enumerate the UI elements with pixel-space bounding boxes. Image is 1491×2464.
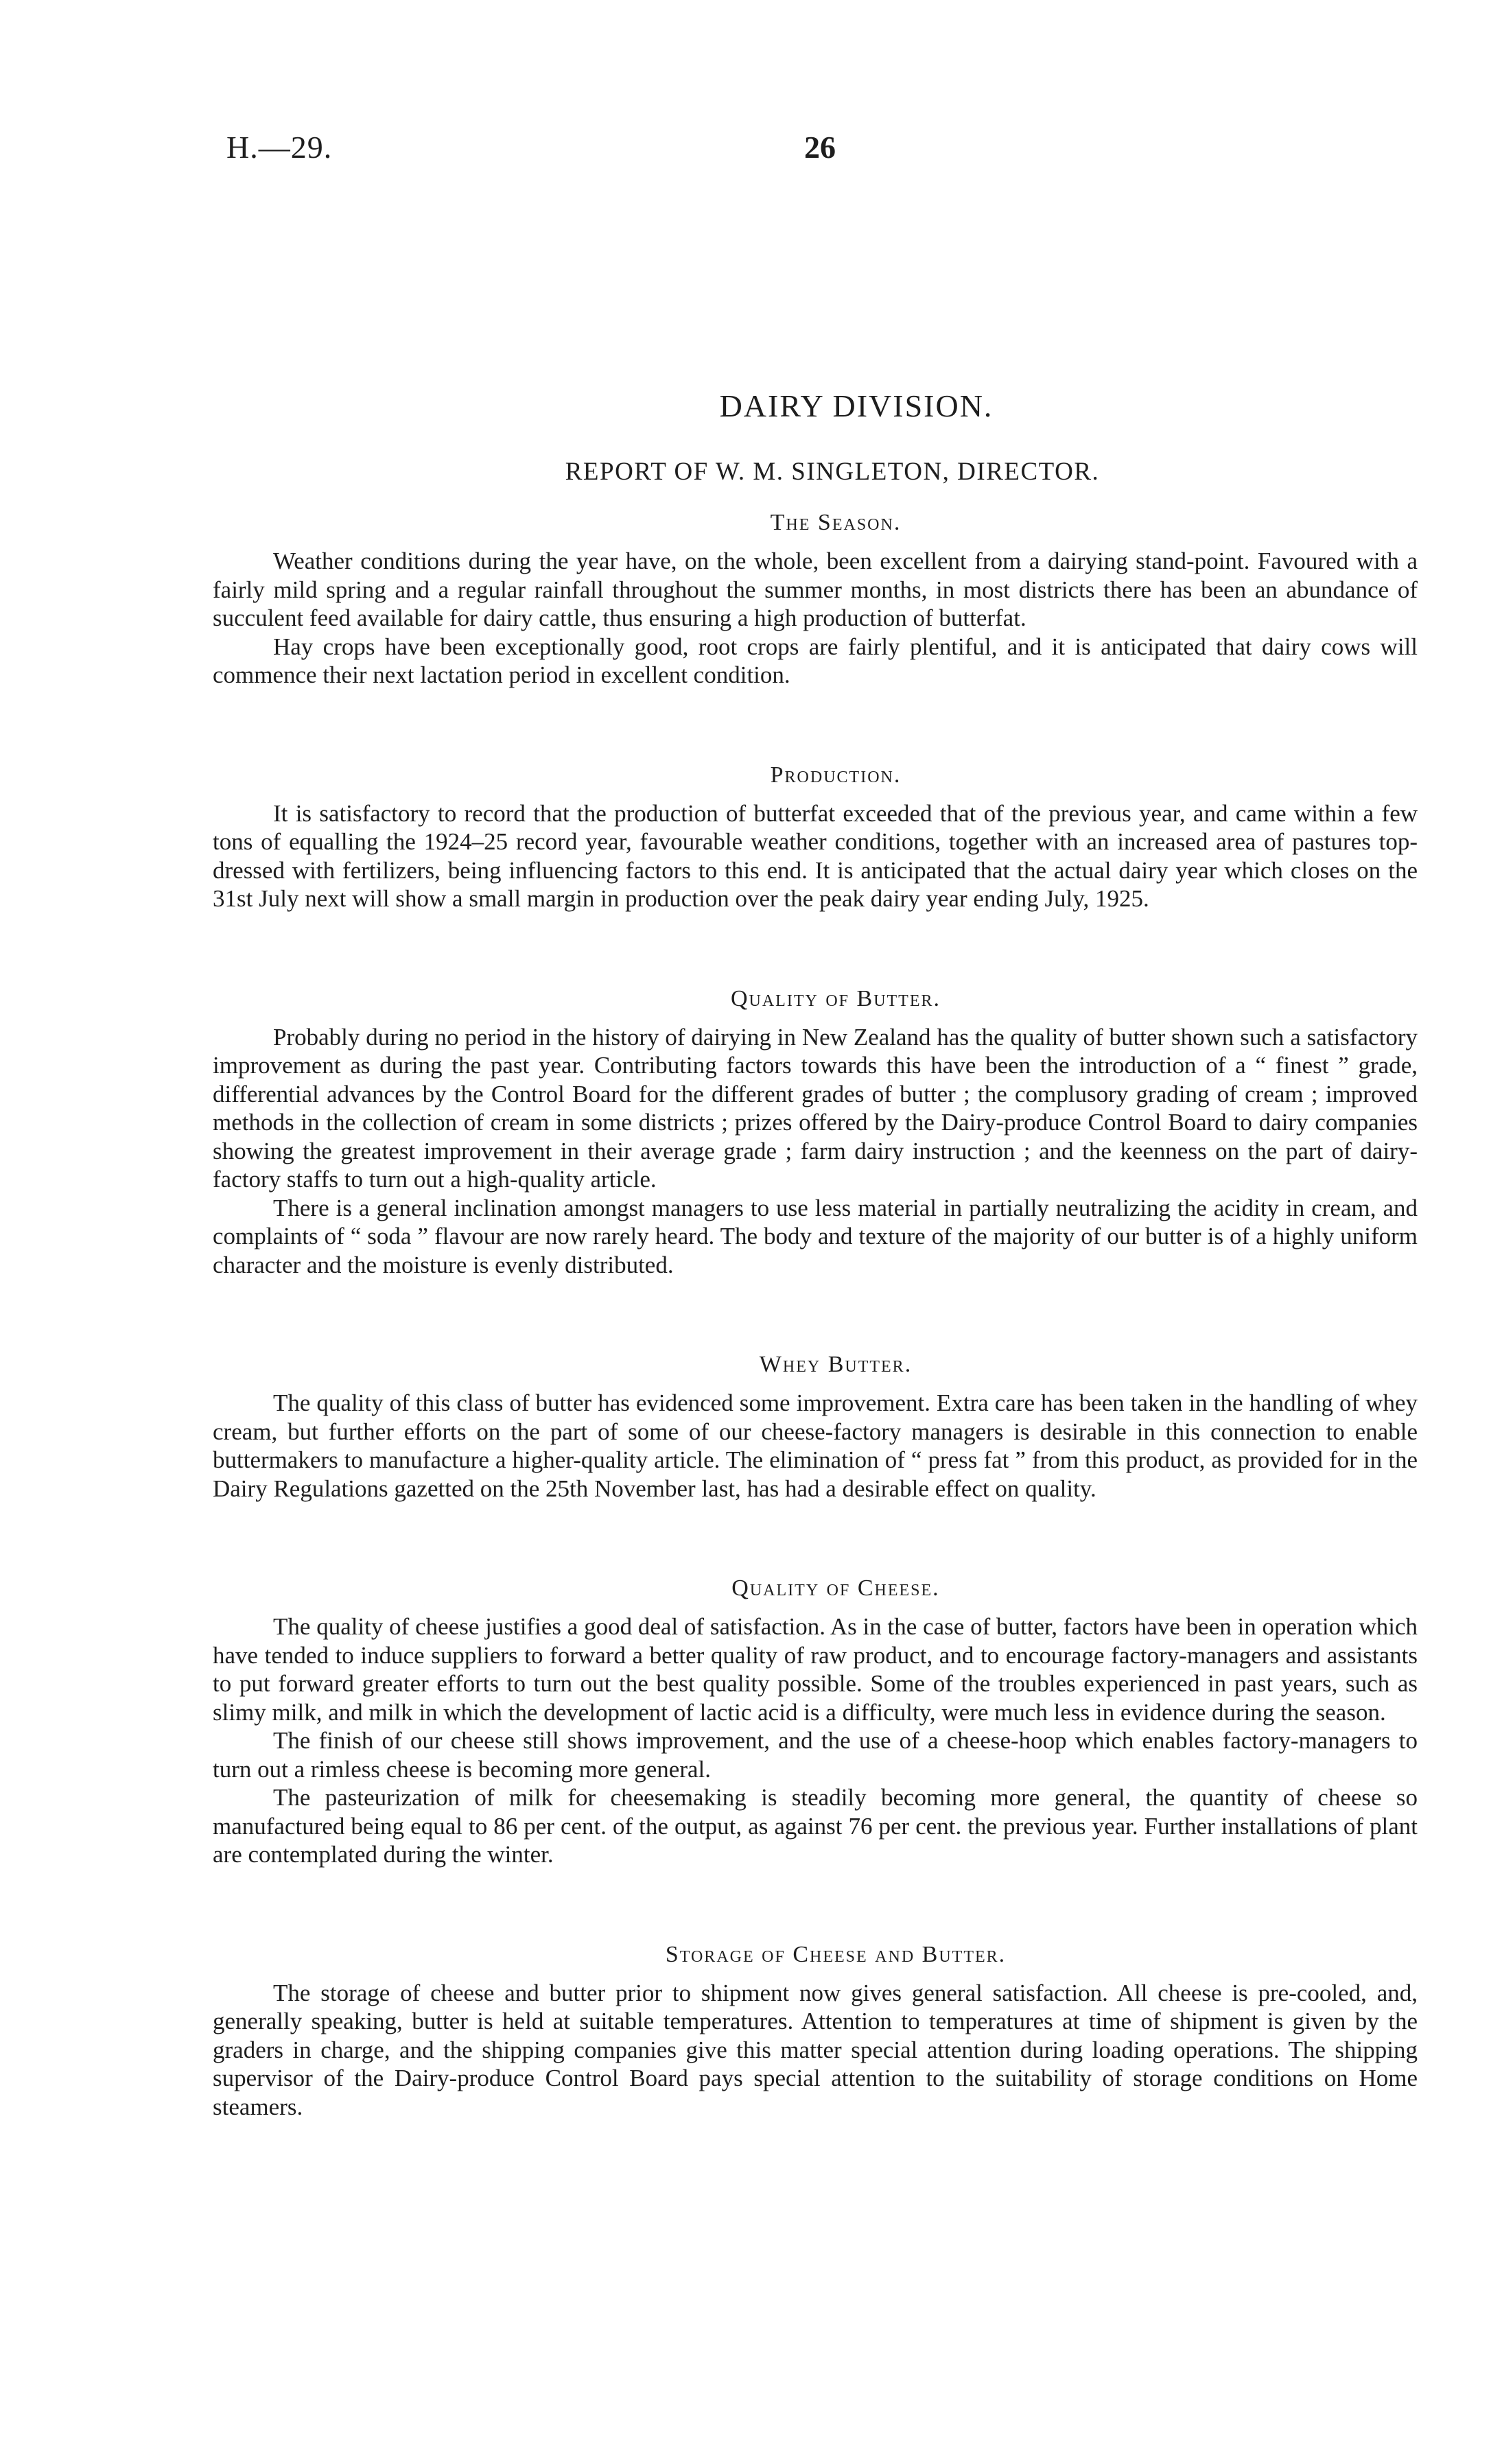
report-body — [213, 388, 1418, 2194]
paragraph: There is a general inclination amongst managers to use less material in partially neutralizing the acidity in cream, and complaints of “ soda ” flavour are now rarely heard. The body and texture of the majority of our butter is of a highly uniform character and the moisture is evenly distributed. — [213, 1194, 1418, 1278]
section-heading: Production. — [770, 762, 902, 788]
paragraph: Probably during no period in the history of dairying in New Zealand has the quality of butter shown such a satisfactory improvement as during the past year. Contributing factors towards this have been the introduction of a “ finest ” grade, differential advances by the Control Board for the different grades of butter ; the complusory grading of cream ; improved methods in the collection of cream in some districts ; prizes offered by the Dairy-produce Control Board to dairy companies showing the greatest improvement in their average grade ; farm dairy instruction ; and the keenness on the part of dairy-factory staffs to turn out a high-quality article. — [213, 1023, 1418, 1193]
section-quality-of-cheese — [213, 1575, 1418, 1869]
section-heading: Quality of Butter. — [730, 985, 941, 1011]
division-title: DAIRY DIVISION. — [719, 388, 994, 423]
paragraph: The pasteurization of milk for cheesemaking is steadily becoming more general, the quantity of cheese so manufactured being equal to 86 per cent. of the output, as against 76 per cent. the previous year. Further installations of plant are contemplated during the winter. — [213, 1784, 1418, 1868]
section-storage-of-cheese-and-butter — [213, 1942, 1418, 2122]
paragraph: The storage of cheese and butter prior to shipment now gives general satisfaction. All cheese is pre-cooled, and, generally speaking, butter is held at suitable temperatures. Attention to temperatures at time of shipment is given by the graders in charge, and the shipping companies give this matter special attention during loading operations. The shipping supervisor of the Dairy-produce Control Board pays special attention to the suitability of storage conditions on Home steamers. — [213, 1979, 1418, 2120]
section-heading: The Season. — [770, 510, 902, 535]
paragraph: The quality of this class of butter has evidenced some improvement. Extra care has been taken in the handling of whey cream, but further efforts on the part of some of our cheese-factory managers is desirable in this connection to enable buttermakers to manufacture a higher-quality article. The elimination of “ press fat ” from this product, as provided for in the Dairy Regulations gazetted on the 25th November last, has had a desirable effect on quality. — [213, 1389, 1418, 1502]
section-heading: Quality of Cheese. — [731, 1575, 940, 1601]
paragraph: The finish of our cheese still shows improvement, and the use of a cheese-hoop which enables factory-managers to turn out a rimless cheese is becoming more general. — [213, 1727, 1418, 1783]
section-the-season — [213, 510, 1418, 690]
page-number: 26 — [804, 130, 836, 165]
paragraph: Weather conditions during the year have, on the whole, been excellent from a dairying stand-point. Favoured with a fairly mild spring and a regular rainfall throughout the summer months, in most districts there has been an abundance of succulent feed available for dairy cattle, thus ensuring a high production of butterfat. — [213, 548, 1418, 631]
section-heading: Whey Butter. — [759, 1352, 913, 1377]
section-heading: Storage of Cheese and Butter. — [665, 1941, 1007, 1967]
section-production — [213, 762, 1418, 913]
paragraph: The quality of cheese justifies a good deal of satisfaction. As in the case of butter, factors have been in operation which have tended to induce suppliers to forward a better quality of raw product, and to encourage factory-managers and assistants to put forward greater efforts to turn out the best quality possible. Some of the troubles experienced in past years, such as slimy milk, and milk in which the development of lactic acid is a difficulty, were much less in evidence during the season. — [213, 1613, 1418, 1726]
paragraph: It is satisfactory to record that the production of butterfat exceeded that of the previous year, and came within a few tons of equalling the 1924–25 record year, favourable weather conditions, together with an increased area of pastures top-dressed with fertilizers, being influencing factors to this end. It is anticipated that the actual dairy year which closes on the 31st July next will show a small margin in production over the peak dairy year ending July, 1925. — [213, 799, 1418, 912]
page-header — [0, 129, 1491, 177]
paragraph: Hay crops have been exceptionally good, root crops are fairly plentiful, and it is anticipated that dairy cows will commence their next lactation period in excellent condition. — [213, 633, 1418, 688]
section-quality-of-butter — [213, 986, 1418, 1280]
section-whey-butter — [213, 1352, 1418, 1503]
document-reference: H.—29. — [226, 130, 333, 165]
report-title: REPORT OF W. M. SINGLETON, DIRECTOR. — [565, 458, 1100, 486]
